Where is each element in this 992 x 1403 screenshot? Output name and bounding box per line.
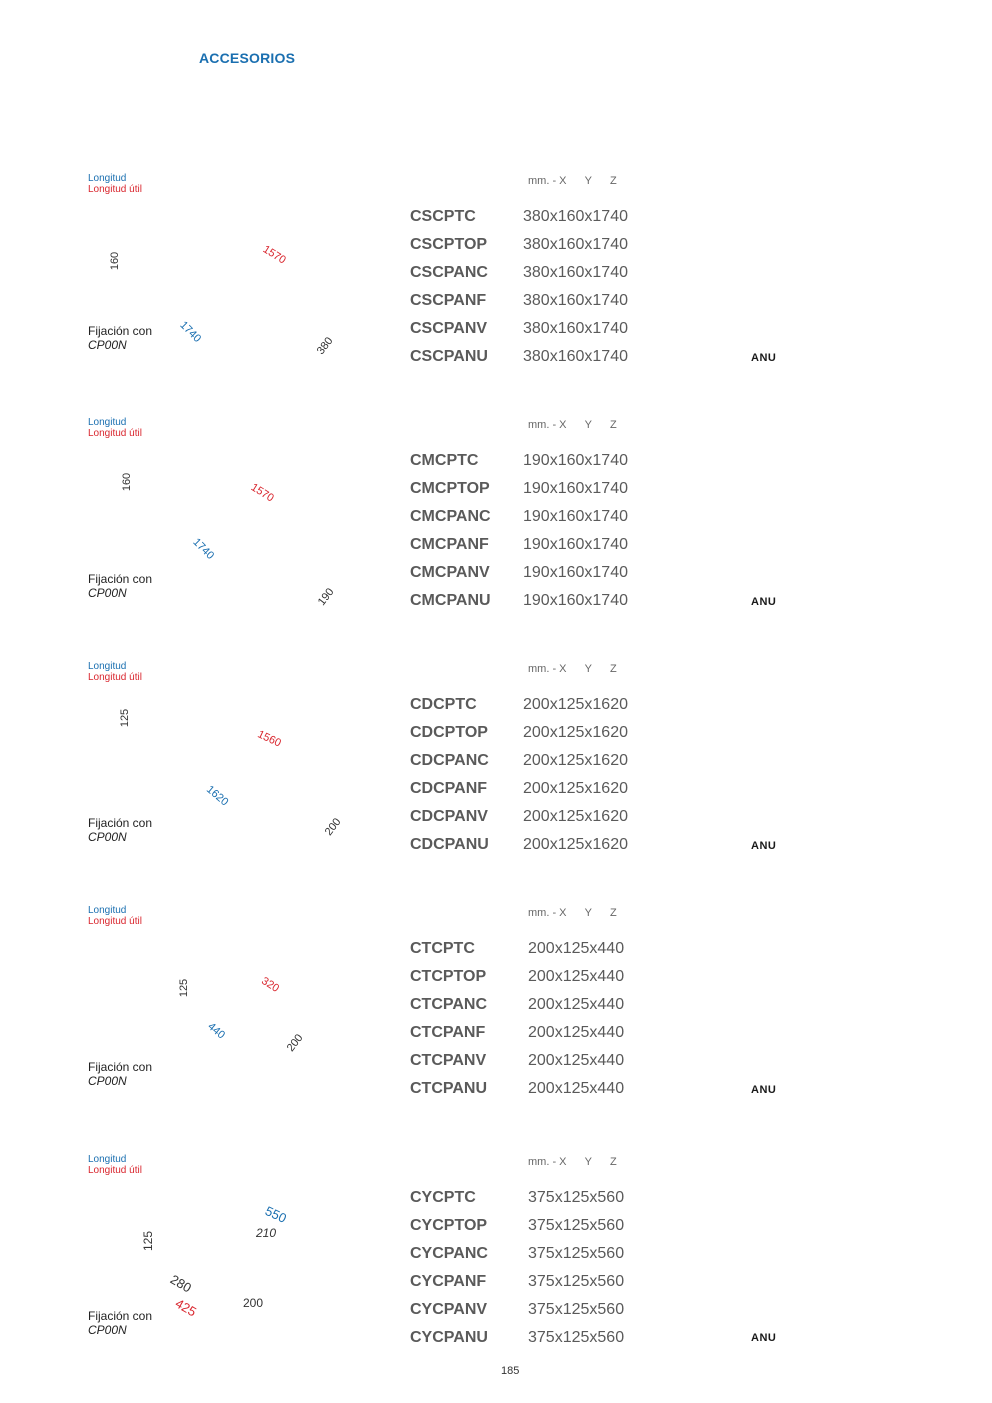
product-size: 200x125x440 [528,996,625,1013]
dim-length: 1740 [190,536,217,562]
axes-header [528,419,617,431]
dim-height: 125 [178,978,191,998]
axis-y: Y [584,1156,592,1168]
product-section-ctcp [0,905,992,1149]
product-code: CDCPANF [410,780,488,797]
axis-z: Z [609,663,617,675]
legend-longitud: Longitud [88,905,127,916]
axes-header [528,663,617,675]
fixation-label: Fijación con [88,324,153,338]
legend-longitud-util: Longitud útil [88,428,142,439]
product-size: 380x160x1740 [523,236,628,253]
product-size: 200x125x440 [528,940,625,957]
product-size: 200x125x440 [528,968,625,985]
product-code: CMCPANV [410,564,490,581]
product-code: CDCPTOP [410,724,488,741]
legend-longitud-util: Longitud útil [88,672,142,683]
legend-longitud: Longitud [88,173,127,184]
legend-longitud: Longitud [88,661,127,672]
product-code: CDCPTC [410,696,477,713]
fixation-label: Fijación con [88,572,153,586]
dim-height: 125 [141,1230,156,1252]
product-size: 190x160x1740 [523,480,628,497]
dim-width: 200 [284,1032,306,1054]
product-section-cmcp [0,417,992,661]
product-size: 380x160x1740 [523,292,628,309]
product-size: 200x125x1620 [523,724,628,741]
axis-y: Y [584,419,592,431]
product-size: 200x125x1620 [523,808,628,825]
legend-longitud: Longitud [88,417,127,428]
dim-a: 210 [256,1226,277,1240]
product-code: CTCPANF [410,1024,486,1041]
legend-longitud-util: Longitud útil [88,916,142,927]
page-title: ACCESORIOS [199,50,296,66]
product-code: CTCPTC [410,940,475,957]
fixation-part: CP00N [88,586,127,600]
fixation-part: CP00N [88,1323,127,1337]
axis-x: mm. - X [528,175,567,187]
dim-util: 1560 [255,728,283,750]
axes-header [528,1156,617,1168]
product-size: 200x125x1620 [523,836,628,853]
product-code: CYCPTOP [410,1217,488,1234]
product-code: CSCPANV [410,320,488,337]
product-size: 200x125x440 [528,1052,625,1069]
axes-header [528,175,617,187]
product-size: 200x125x1620 [523,752,628,769]
dim-length: 440 [205,1020,228,1042]
product-code: CMCPTOP [410,480,490,497]
axis-x: mm. - X [528,907,567,919]
fixation-part: CP00N [88,338,127,352]
product-code: CDCPANV [410,808,488,825]
anu-badge: ANU [751,1084,777,1096]
product-size: 200x125x1620 [523,696,628,713]
dim-length: 1740 [177,319,204,345]
fixation-label: Fijación con [88,1309,153,1323]
axis-x: mm. - X [528,663,567,675]
product-size: 380x160x1740 [523,264,628,281]
dim-util: 1570 [260,243,288,267]
legend-longitud: Longitud [88,1154,127,1165]
product-code: CSCPTC [410,208,476,225]
dim-util: 425 [172,1295,199,1320]
legend-longitud-util: Longitud útil [88,184,142,195]
product-size: 190x160x1740 [523,508,628,525]
product-size: 190x160x1740 [523,452,628,469]
product-size: 200x125x440 [528,1080,625,1097]
product-size: 375x125x560 [528,1245,625,1262]
axis-z: Z [609,1156,617,1168]
fixation-label: Fijación con [88,816,153,830]
product-size: 375x125x560 [528,1301,625,1318]
dim-height: 160 [109,251,122,271]
axis-y: Y [584,907,592,919]
product-section-cscp [0,173,992,417]
axis-z: Z [609,419,617,431]
axis-y: Y [584,663,592,675]
fixation-label: Fijación con [88,1060,153,1074]
fixation-part: CP00N [88,1074,127,1088]
product-code: CSCPANC [410,264,488,281]
dim-width: 200 [322,816,344,838]
product-code: CYCPANF [410,1273,487,1290]
product-code: CMCPANC [410,508,491,525]
fixation-part: CP00N [88,830,127,844]
axes-header [528,907,617,919]
product-code: CDCPANC [410,752,489,769]
dim-width: 200 [243,1296,264,1310]
dim-height: 160 [121,472,134,492]
dim-height: 125 [119,708,132,728]
product-code: CYCPANU [410,1329,488,1346]
product-code: CMCPANF [410,536,489,553]
axis-z: Z [609,907,617,919]
product-size: 380x160x1740 [523,208,628,225]
product-size: 200x125x440 [528,1024,625,1041]
product-size: 380x160x1740 [523,320,628,337]
axis-z: Z [609,175,617,187]
product-size: 375x125x560 [528,1189,625,1206]
product-size: 190x160x1740 [523,592,628,609]
dim-b: 280 [167,1271,194,1296]
axis-x: mm. - X [528,1156,567,1168]
product-code: CMCPANU [410,592,491,609]
product-code: CTCPANU [410,1080,488,1097]
product-section-cdcp [0,661,992,905]
page-number: 185 [501,1365,520,1377]
anu-badge: ANU [751,352,777,364]
product-size: 375x125x560 [528,1329,625,1346]
dim-width: 380 [314,335,336,357]
product-code: CYCPANC [410,1245,488,1262]
anu-badge: ANU [751,1332,777,1344]
dim-util: 320 [259,975,282,995]
product-size: 190x160x1740 [523,536,628,553]
product-code: CTCPANC [410,996,488,1013]
product-size: 375x125x560 [528,1273,625,1290]
product-size: 380x160x1740 [523,348,628,365]
product-code: CDCPANU [410,836,489,853]
dim-util: 1570 [248,481,276,505]
product-code: CTCPTOP [410,968,487,985]
axis-x: mm. - X [528,419,567,431]
dim-length: 1620 [204,783,231,809]
product-code: CSCPTOP [410,236,488,253]
product-code: CSCPANF [410,292,487,309]
product-size: 375x125x560 [528,1217,625,1234]
legend-longitud-util: Longitud útil [88,1165,142,1176]
anu-badge: ANU [751,596,777,608]
product-code: CMCPTC [410,452,479,469]
product-code: CTCPANV [410,1052,487,1069]
product-size: 200x125x1620 [523,780,628,797]
product-code: CYCPANV [410,1301,488,1318]
dim-width: 190 [315,586,337,608]
anu-badge: ANU [751,840,777,852]
product-size: 190x160x1740 [523,564,628,581]
axis-y: Y [584,175,592,187]
product-code: CSCPANU [410,348,488,365]
product-section-cycp [0,1154,992,1398]
product-code: CYCPTC [410,1189,476,1206]
dim-length: 550 [262,1203,289,1226]
